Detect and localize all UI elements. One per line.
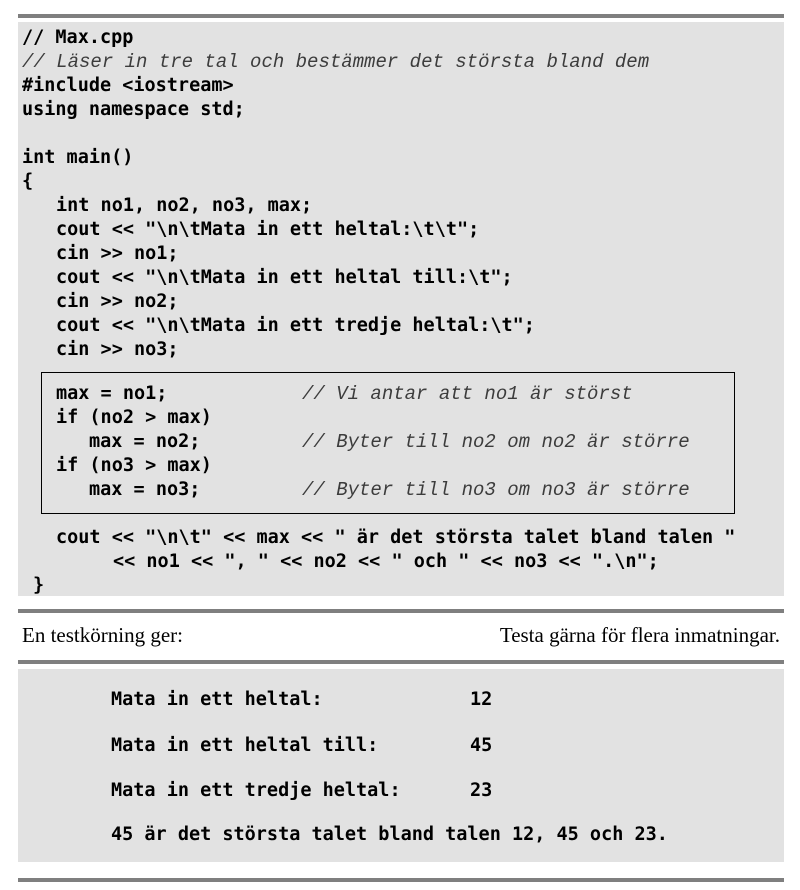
code-cin-line-1: cin >> no1; — [56, 243, 179, 264]
run-value-2: 45 — [470, 735, 493, 756]
code-include-line: #include <iostream> — [22, 75, 234, 96]
code-using-line: using namespace std; — [22, 99, 245, 120]
box-code-line-1: max = no1; — [56, 383, 168, 404]
run-prompt-2: Mata in ett heltal till: — [111, 735, 379, 756]
box-code-line-2: if (no2 > max) — [56, 407, 212, 428]
code-cin-line-2: cin >> no2; — [56, 291, 179, 312]
middle-rule-2 — [18, 660, 784, 664]
box-comment-line-1: // Vi antar att no1 är störst — [302, 383, 633, 405]
code-cout-line-2: cout << "\n\tMata in ett heltal till:\t"; — [56, 267, 513, 288]
code-main-signature: int main() — [22, 147, 134, 168]
run-prompt-1: Mata in ett heltal: — [111, 689, 323, 710]
box-code-line-4: if (no3 > max) — [56, 455, 212, 476]
run-prompt-3: Mata in ett tredje heltal: — [111, 780, 401, 801]
code-declaration-line: int no1, no2, no3, max; — [56, 195, 313, 216]
middle-rule-1 — [18, 609, 784, 613]
box-comment-line-3: // Byter till no2 om no2 är större — [302, 431, 690, 453]
box-code-line-3: max = no2; — [89, 431, 201, 452]
code-header-comment: // Läser in tre tal och bestämmer det största bland dem — [22, 51, 650, 73]
run-value-3: 23 — [470, 780, 493, 801]
run-value-1: 12 — [470, 689, 493, 710]
run-result-line: 45 är det största talet bland talen 12, 45 och 23. — [111, 824, 668, 845]
code-close-brace: } — [33, 575, 45, 596]
caption-left: En testkörning ger: — [22, 623, 183, 647]
code-cout-line-3: cout << "\n\tMata in ett tredje heltal:\t"; — [56, 315, 535, 336]
code-cin-line-3: cin >> no3; — [56, 339, 179, 360]
top-rule — [18, 14, 784, 18]
code-filename-line: // Max.cpp — [22, 27, 134, 48]
code-cout-result-line-1: cout << "\n\t" << max << " är det största talet bland talen " — [56, 527, 736, 548]
code-cout-line-1: cout << "\n\tMata in ett heltal:\t\t"; — [56, 219, 480, 240]
code-open-brace: { — [22, 171, 34, 192]
box-code-line-5: max = no3; — [89, 479, 201, 500]
box-comment-line-5: // Byter till no3 om no3 är större — [302, 479, 690, 501]
bottom-rule — [18, 878, 784, 882]
caption-right: Testa gärna för flera inmatningar. — [499, 623, 780, 647]
code-cout-result-line-2: << no1 << ", " << no2 << " och " << no3 << ".\n"; — [113, 551, 659, 572]
